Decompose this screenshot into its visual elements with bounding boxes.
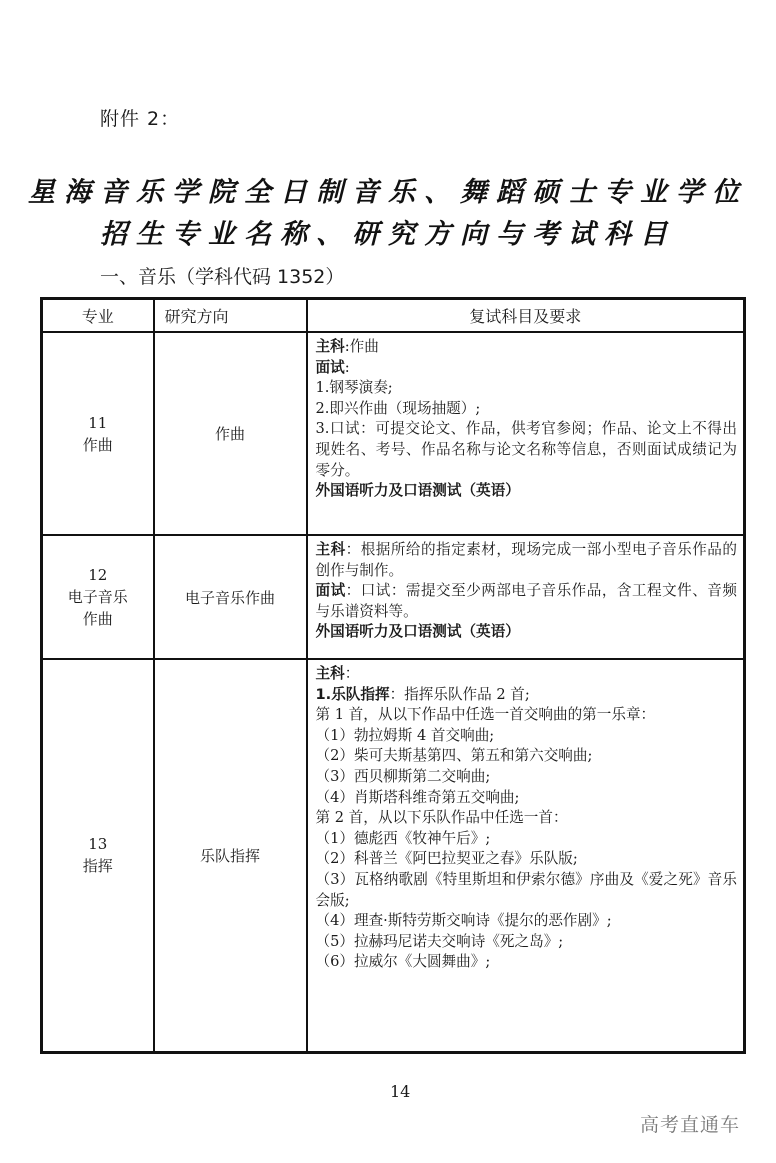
requirement-text: ：指挥乐队作品 2 首; [389,685,530,703]
requirement-text: : [344,358,350,376]
requirements-cell [307,332,745,535]
requirement-bold-label: 外国语听力及口语测试（英语） [315,482,520,500]
page-number: 14 [390,1082,411,1101]
requirement-bold-label: 面试 [315,582,346,600]
requirement-line [316,685,738,706]
requirement-text: 3.口试：可提交论文、作品，供考官参阅；作品、论文上不得出现姓名、考号、作品名称与论文名称等信息，否则面试成绩记为零分。 [315,420,737,479]
requirement-line [316,378,738,399]
major-cell [42,535,154,659]
requirement-line [316,849,738,870]
requirement-line [316,829,738,850]
header-direction: 研究方向 [154,299,307,333]
requirement-line [316,767,738,788]
requirement-text: 1.钢琴演奏; [315,379,393,397]
requirement-text: （3）瓦格纳歌剧《特里斯坦和伊索尔德》序曲及《爱之死》音乐会版; [315,870,737,909]
requirement-text: （5）拉赫玛尼诺夫交响诗《死之岛》; [315,932,564,950]
requirement-text: ： [344,665,360,682]
requirement-line [316,419,738,481]
requirement-bold-label: 1.乐队指挥 [315,685,390,703]
watermark: 高考直通车 [640,1114,741,1136]
requirement-line [316,870,738,911]
research-direction: 乐队指挥 [199,846,260,865]
table-row [42,659,745,1052]
requirement-line [316,664,738,685]
requirement-line [316,399,738,420]
requirement-bold-label: 主科 [315,541,346,558]
requirement-bold-label: 面试 [315,358,345,376]
requirement-line [316,932,738,953]
requirement-line [316,705,738,726]
requirement-line [316,622,738,643]
requirement-text: （6）拉威尔《大圆舞曲》; [315,953,491,971]
requirement-line [316,746,738,767]
requirement-text: :作曲 [344,338,379,355]
major-code: 12 [88,566,108,584]
header-requirements: 复试科目及要求 [307,299,745,333]
requirement-text: （4）肖斯塔科维奇第五交响曲; [315,788,520,806]
major-name: 作曲 [82,435,113,454]
requirement-bold-label: 主科 [315,665,345,682]
section-heading: 一、音乐（学科代码 1352） [100,266,345,288]
requirements-cell [307,535,745,659]
requirement-text: 第 1 首，从以下作品中任选一首交响曲的第一乐章： [315,706,656,724]
attachment-label: 附件 2： [100,108,181,130]
requirement-line [316,808,738,829]
requirement-text: ：口试：需提交至少两部电子音乐作品，含工程文件、音频与乐谱资料等。 [315,582,737,620]
major-name: 电子音乐 [67,588,128,606]
requirement-line [316,911,738,932]
requirement-text: （4）理查·斯特劳斯交响诗《提尔的恶作剧》; [315,912,612,930]
requirement-text: （1）勃拉姆斯 4 首交响曲; [315,726,495,744]
requirement-line [316,952,738,973]
document-title-line2: 招生专业名称、研究方向与考试科目 [100,219,676,250]
requirement-line [316,481,738,502]
table-row [42,332,745,535]
table-row [42,535,745,659]
requirement-bold-label: 外国语听力及口语测试（英语） [315,623,520,641]
requirement-line [316,726,738,747]
requirements-table [40,297,746,1054]
requirement-text: 第 2 首，从以下乐队作品中任选一首： [315,809,568,827]
direction-cell [154,659,307,1052]
major-code: 11 [88,413,108,432]
major-code: 13 [88,835,108,854]
major-name-line2: 作曲 [82,610,113,628]
requirement-line [316,358,738,379]
research-direction: 作曲 [214,425,245,443]
requirement-line [316,337,738,358]
requirement-text: 2.即兴作曲（现场抽题）; [315,399,481,417]
requirement-text: （3）西贝柳斯第二交响曲; [315,767,491,785]
requirements-cell [307,659,745,1052]
table-header-row [42,299,745,333]
direction-cell [154,332,307,535]
research-direction: 电子音乐作曲 [184,588,275,607]
document-title-line1: 星海音乐学院全日制音乐、舞蹈硕士专业学位 [28,177,748,208]
requirement-line [316,540,738,581]
requirement-line [316,581,738,622]
requirement-text: （2）柴可夫斯基第四、第五和第六交响曲; [315,747,593,765]
header-major: 专业 [42,299,154,333]
major-cell [42,332,154,535]
requirement-text: ：根据所给的指定素材，现场完成一部小型电子音乐作品的创作与制作。 [315,541,737,579]
requirement-text: （1）德彪西《牧神午后》; [315,829,491,847]
major-cell [42,659,154,1052]
direction-cell [154,535,307,659]
major-name: 指挥 [82,857,113,876]
requirement-text: （2）科普兰《阿巴拉契亚之春》乐队版; [315,850,578,868]
requirement-line [316,788,738,809]
requirement-bold-label: 主科 [315,338,345,355]
